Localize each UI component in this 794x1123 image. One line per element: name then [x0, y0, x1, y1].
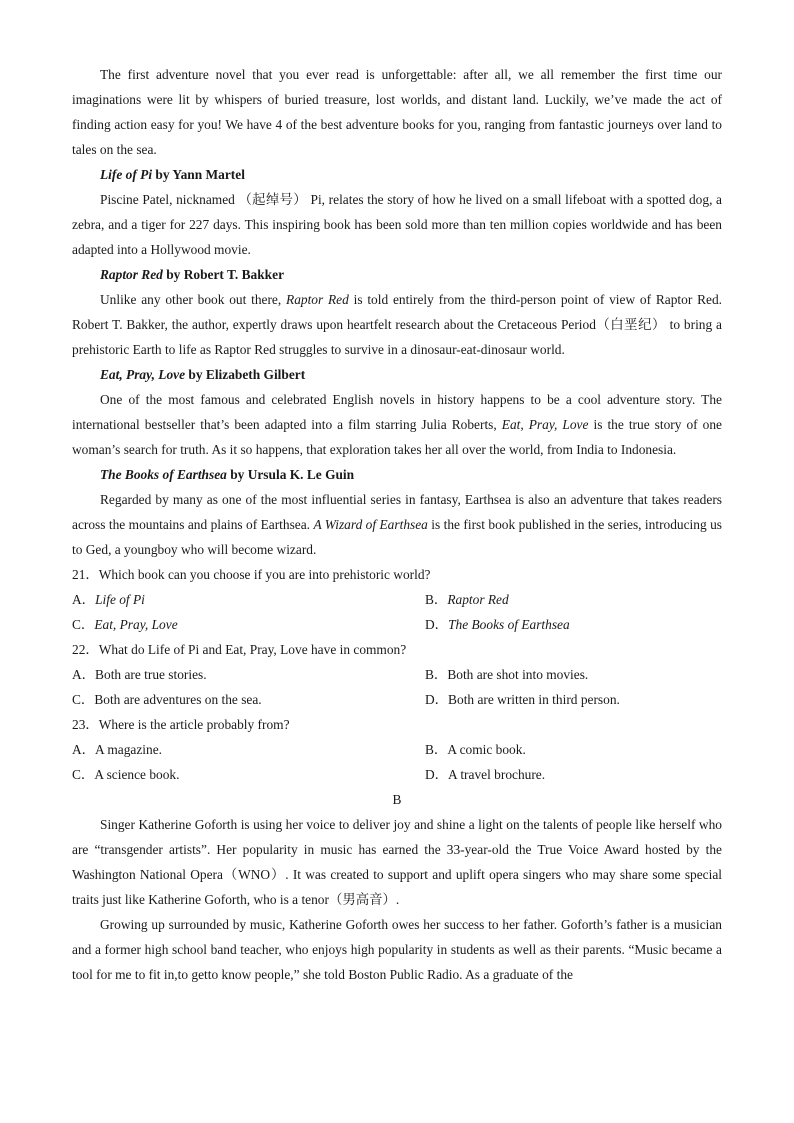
book-description	[72, 487, 722, 562]
book-description: Piscine Patel, nicknamed （起绰号） Pi, relates the story of how he lived on a small lifeboat with a spotted dog, a zebra, and a tiger for 227 days. This inspiring book has been sold more than ten million copies worldwide and has been adapted into a Hollywood movie.	[72, 192, 722, 257]
text-run: One of the most famous and celebrated English novels in history happens to be a cool adventure story. The international bestseller that’s been adapted into a film starring Julia Roberts,	[72, 392, 722, 432]
text-run: Regarded by many as one of the most influential series in fantasy, Earthsea is also an adventure that takes readers across the mountains and plains of Earthsea.	[72, 492, 722, 532]
option-c[interactable]	[72, 612, 425, 637]
option-text: Raptor Red	[447, 592, 509, 607]
book-title: Raptor Red	[100, 267, 163, 282]
text-run: is the true story of one woman’s search for truth. As it so happens, that exploration takes her all over the world, from India to Indonesia.	[72, 417, 723, 457]
option-text: The Books of Earthsea	[448, 617, 570, 632]
book-author: by Yann Martel	[152, 167, 245, 182]
option-a[interactable]	[72, 587, 425, 612]
option-a[interactable]: A．Both are true stories.	[72, 667, 207, 682]
book-title-eat-pray-love	[72, 362, 722, 387]
italic-title: Eat, Pray, Love	[501, 417, 589, 432]
option-text: Life of Pi	[95, 592, 145, 607]
section-b-paragraph-2: Growing up surrounded by music, Katherine Goforth owes her success to her father. Goforth’s father is a musician and a former high school band teacher, who enjoys high popularity in students as well as their parents. “Music became a tool for me to fit in,to getto know people,” she told Boston Public Radio. As a graduate of the	[72, 917, 722, 982]
option-letter: C．	[72, 617, 95, 632]
question-23-options-row-1	[72, 737, 722, 762]
option-b[interactable]	[425, 587, 509, 612]
question-23-stem: 23．Where is the article probably from?	[72, 717, 290, 732]
section-b-paragraph-1: Singer Katherine Goforth is using her voice to deliver joy and shine a light on the talents of people like herself who are “transgender artists”. Her popularity in music has earned the 33-year-old the True Voice Award hosted by the Washington National Opera（WNO）. It was created to support and uplift opera singers who may share some special traits just like Katherine Goforth, who is a tenor（男高音）.	[72, 817, 722, 907]
question-21-stem: 21．Which book can you choose if you are into prehistoric world?	[72, 567, 431, 582]
question-22-options-row-2	[72, 687, 722, 712]
book-author: by Robert T. Bakker	[162, 267, 285, 282]
option-d[interactable]	[425, 612, 570, 637]
italic-title: Raptor Red	[286, 292, 349, 307]
option-text: Eat, Pray, Love	[94, 617, 178, 632]
book-title: Life of Pi	[100, 167, 153, 182]
option-c[interactable]: C．Both are adventures on the sea.	[72, 692, 262, 707]
option-c[interactable]: C．A science book.	[72, 767, 180, 782]
option-letter: D．	[425, 617, 449, 632]
book-author: by Elizabeth Gilbert	[185, 367, 306, 382]
question-22-stem: 22．What do Life of Pi and Eat, Pray, Love have in common?	[72, 642, 407, 657]
text-run: is told entirely from the third-person point of view of Raptor Red. Robert T. Bakker, the author, expertly draws upon heartfelt research about the Cretaceous Period（白垩纪） to bring a prehistoric Earth to life as Raptor Red struggles to survive in a dinosaur-eat-dinosaur world.	[72, 292, 722, 357]
option-d[interactable]: D．Both are written in third person.	[425, 692, 620, 707]
book-title: Eat, Pray, Love	[100, 367, 186, 382]
text-run: Unlike any other book out there,	[100, 292, 287, 307]
section-b-heading: B	[392, 792, 402, 807]
option-a[interactable]: A．A magazine.	[72, 742, 162, 757]
book-title: The Books of Earthsea	[100, 467, 227, 482]
question-21-options-row-1	[72, 587, 722, 612]
book-author: by Ursula K. Le Guin	[226, 467, 355, 482]
question-21-options-row-2	[72, 612, 722, 637]
text-run: is the first book published in the series, introducing us to Ged, a youngboy who will become wizard.	[72, 517, 722, 557]
option-letter: A．	[72, 592, 96, 607]
book-title-life-of-pi	[72, 162, 722, 187]
question-22-options-row-1	[72, 662, 722, 687]
italic-title: A Wizard of Earthsea	[313, 517, 428, 532]
document-page	[72, 62, 722, 987]
option-b[interactable]: B．Both are shot into movies.	[425, 667, 589, 682]
book-title-earthsea	[72, 462, 722, 487]
option-letter: B．	[425, 592, 448, 607]
intro-paragraph: The first adventure novel that you ever read is unforgettable: after all, we all remember the first time our imaginations were lit by whispers of buried treasure, lost worlds, and distant land. Luckily, we’ve made the act of finding action easy for you! We have 4 of the best adventure books for you, ranging from fantastic journeys over land to tales on the sea.	[72, 67, 722, 157]
book-description	[72, 287, 722, 362]
question-23-options-row-2	[72, 762, 722, 787]
option-d[interactable]: D．A travel brochure.	[425, 767, 546, 782]
book-title-raptor-red	[72, 262, 722, 287]
book-description	[72, 387, 722, 462]
option-b[interactable]: B．A comic book.	[425, 742, 526, 757]
